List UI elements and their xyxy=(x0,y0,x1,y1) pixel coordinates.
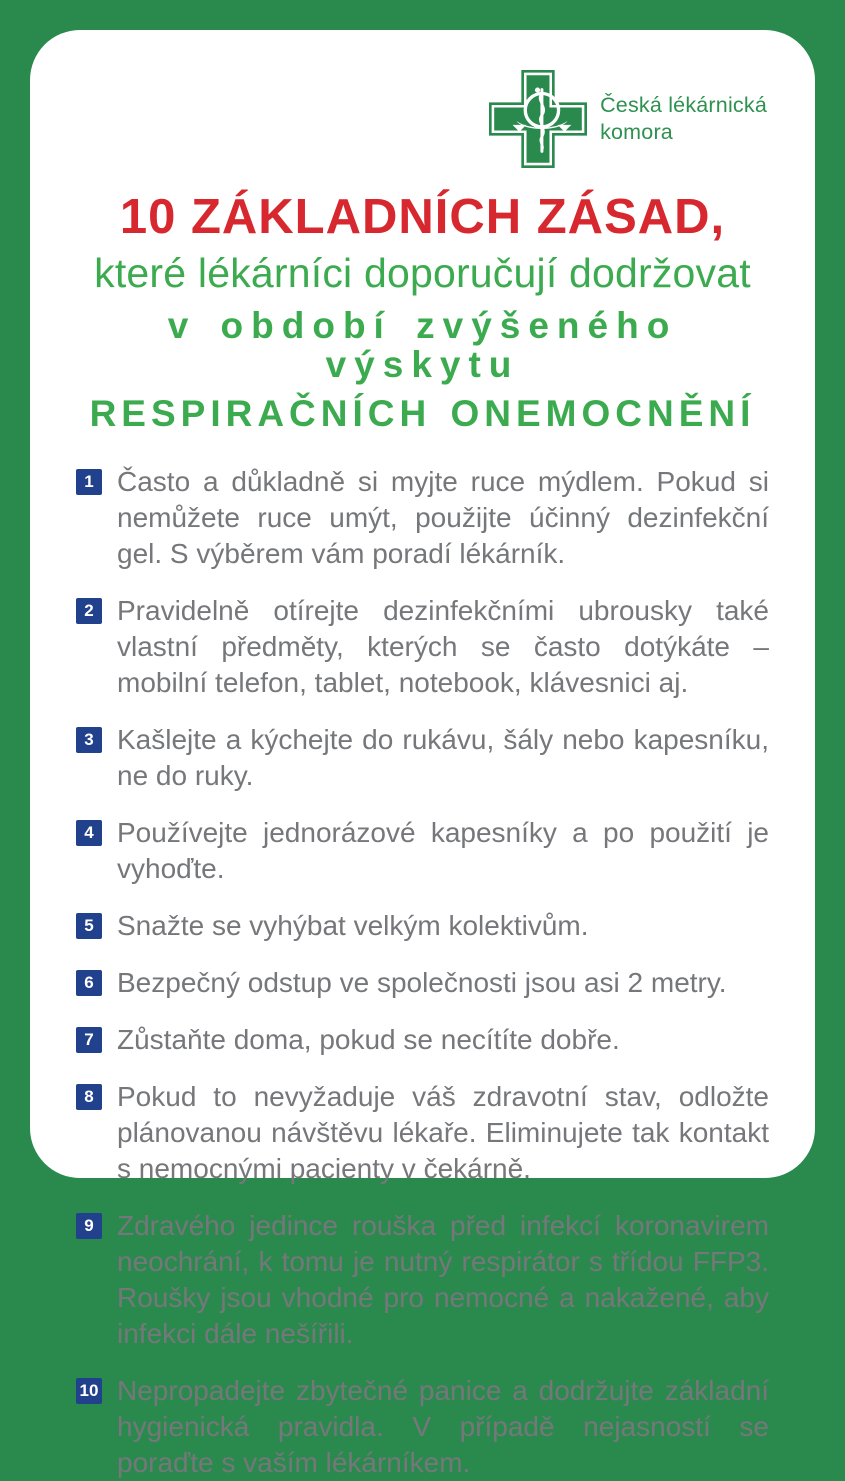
item-text: Zůstaňte doma, pokud se necítíte dobře. xyxy=(117,1024,620,1056)
item-number-badge: 1 xyxy=(76,469,102,495)
item-number-badge: 4 xyxy=(76,820,102,846)
item-number-badge: 2 xyxy=(76,598,102,624)
list-item xyxy=(76,1373,769,1481)
list-item xyxy=(76,1208,769,1352)
pharmacy-cross-icon xyxy=(489,70,587,168)
poster-card xyxy=(30,30,815,1479)
item-number-badge: 5 xyxy=(76,913,102,939)
item-text: Kašlejte a kýchejte do rukávu, šály nebo kapesníku, ne do ruky. xyxy=(117,724,769,792)
item-text: Pokud to nevyžaduje váš zdravotní stav, odložte plánovanou návštěvu lékaře. Eliminujete tak kontakt s nemocnými pacienty v čekárně. xyxy=(117,1081,769,1185)
org-name-line2: komora xyxy=(600,120,673,144)
item-number-badge: 7 xyxy=(76,1027,102,1053)
item-number-badge: 10 xyxy=(76,1378,102,1404)
list-item xyxy=(76,464,769,572)
item-text: Často a důkladně si myjte ruce mýdlem. Pokud si nemůžete ruce umýt, použijte účinný dezinfekční gel. S výběrem vám poradí lékárník. xyxy=(117,466,769,570)
poster-subtitle-1: které lékárníci doporučují dodržovat xyxy=(94,250,751,297)
item-text: Používejte jednorázové kapesníky a po použití je vyhoďte. xyxy=(117,817,769,885)
item-text: Pravidelně otírejte dezinfekčními ubrousky také vlastní předměty, kterých se často dotýkáte – mobilní telefon, tablet, notebook, klávesnici aj. xyxy=(117,595,769,699)
item-text: Snažte se vyhýbat velkým kolektivům. xyxy=(117,910,589,942)
title-block xyxy=(76,192,769,434)
item-number-badge: 8 xyxy=(76,1084,102,1110)
list-item xyxy=(76,1079,769,1187)
item-number-badge: 6 xyxy=(76,970,102,996)
item-text: Nepropadejte zbytečné panice a dodržujte základní hygienická pravidla. V případě nejasností se poraďte s vaším lékárníkem. xyxy=(117,1375,769,1479)
item-number-badge: 3 xyxy=(76,727,102,753)
list-item xyxy=(76,1022,769,1058)
org-name xyxy=(600,92,767,146)
org-name-line1: Česká lékárnická xyxy=(600,93,767,117)
item-number-badge: 9 xyxy=(76,1213,102,1239)
poster-subtitle-3: RESPIRAČNÍCH ONEMOCNĚNÍ xyxy=(89,393,756,435)
item-text: Bezpečný odstup ve společnosti jsou asi 2 metry. xyxy=(117,967,727,999)
item-text: Zdravého jedince rouška před infekcí koronavirem neochrání, k tomu je nutný respirátor s třídou FFP3. Roušky jsou vhodné pro nemocné a nakažené, aby infekci dále nešířili. xyxy=(117,1210,769,1350)
poster-title: 10 ZÁKLADNÍCH ZÁSAD, xyxy=(119,190,726,244)
list-item xyxy=(76,965,769,1001)
logo xyxy=(76,70,769,168)
list-item xyxy=(76,722,769,794)
list-item xyxy=(76,908,769,944)
poster-subtitle-2: v období zvýšeného výskytu xyxy=(167,305,678,386)
list-item xyxy=(76,815,769,887)
principles-list xyxy=(76,464,769,1481)
list-item xyxy=(76,593,769,701)
